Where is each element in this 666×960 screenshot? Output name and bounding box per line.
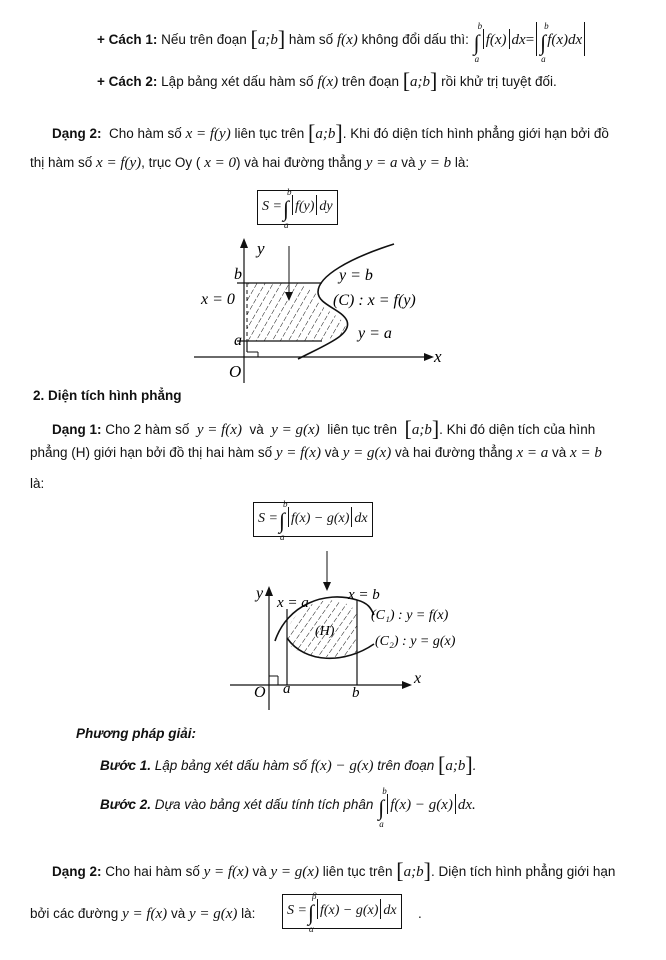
graph1-y-label: y (257, 239, 265, 258)
dang1-formula-lhs: S = (258, 511, 278, 526)
dang1-label: Dạng 1: (52, 422, 102, 437)
dang1-xb: x = b (570, 445, 602, 461)
step2-label: Bước 2. (100, 797, 151, 812)
step1-text: Lập bảng xét dấu hàm số (154, 758, 308, 773)
graph1-x0-label: x = 0 (201, 291, 235, 308)
graph1-a-tick: a (234, 332, 242, 349)
dang2x-formula-integrand: f(x) − g(x) (319, 903, 379, 918)
graph2-xb-label: x = b (348, 587, 380, 603)
dang2x-text-c: . Diện tích hình phẳng giới hạn (430, 864, 616, 879)
dang1-f: y = f(x) (196, 422, 242, 438)
dang2x-g: y = g(x) (270, 864, 319, 880)
method-title: Phương pháp giải: (76, 726, 196, 741)
dang1-and: và (249, 422, 264, 437)
cach1-dx: dx (511, 32, 526, 48)
dang2x-line2 (30, 906, 255, 923)
dang2x-f2: y = f(x) (122, 906, 168, 922)
cach1-fx: f(x) (336, 32, 358, 48)
cach2-text-b: trên đoạn (341, 74, 399, 89)
dang1-interval: a;b (411, 422, 432, 438)
cach1-eq: = (525, 32, 535, 48)
dang2x-line2-b: là: (241, 906, 256, 921)
dang2y-line2-d: và (401, 155, 416, 170)
dang2y-text-a: Cho hàm số (109, 126, 182, 141)
graph1-origin: O (229, 362, 242, 381)
dang1-line2-and2: và (552, 445, 567, 460)
cach1-text-a: Nếu trên đoạn (161, 32, 247, 47)
dang2y-formula-integrand: f(y) (294, 199, 315, 214)
dang2y-axis-eq: x = 0 (204, 155, 236, 171)
dang2y-line1: Dạng 2: Cho hàm số x = f(y) liên tục trên [a;b]. Khi đó diện tích hình phẳng giới hạn bởi đồ (52, 120, 609, 145)
step1-label: Bước 1. (100, 758, 151, 773)
dang2x-formula-lhs: S = (287, 903, 307, 918)
dang1-formula-d: dx (354, 511, 368, 526)
graph2-region-label: (H) (315, 624, 335, 639)
dang2y-text-c: . Khi đó diện tích hình phẳng giới hạn bởi đồ (342, 126, 609, 141)
cach1-integral-lhs: ∫ b a (473, 21, 483, 64)
dang2y-line2-c: ) và hai đường thẳng (235, 155, 362, 170)
cach1-text-b: hàm số (288, 32, 334, 47)
step1-text2: trên đoạn (377, 758, 435, 773)
dang1-g: y = g(x) (271, 422, 320, 438)
dang1-text-c: . Khi đó diện tích của hình (439, 422, 596, 437)
step2-integrand: f(x) − g(x) (390, 797, 453, 813)
dang1-f2: y = f(x) (275, 445, 321, 461)
cach2-interval: a;b (410, 74, 431, 90)
cach2-text-a: Lập bảng xét dấu hàm số (161, 74, 314, 89)
dang2y-line2-b: , trục Oy ( (141, 155, 201, 170)
dang1-formula-box: S =∫ b a f(x) − g(x) dx (253, 502, 373, 537)
dang2x-label: Dạng 2: (52, 864, 102, 879)
dang2y-line2-a: thị hàm số (30, 155, 93, 170)
dang1-line2-a: phẳng (H) giới hạn bởi đồ thị hai hàm số (30, 445, 273, 460)
dang1-g2: y = g(x) (342, 445, 392, 461)
dang2x-line2-and: và (170, 906, 186, 921)
dang2x-end: . (418, 906, 422, 921)
cach1-label: + Cách 1: (97, 32, 158, 47)
dang1-xa: x = a (516, 445, 549, 461)
dang2y-formula-lhs: S = (262, 199, 282, 214)
dang2x-line2-a: bởi các đường (30, 906, 119, 921)
dang1-line2-and: và (324, 445, 339, 460)
graph1-b-tick: b (234, 266, 242, 283)
dang1-line1: Dạng 1: Cho 2 hàm số y = f(x) và y = g(x) liên tục trên [a;b]. Khi đó diện tích của hình (52, 416, 596, 441)
graph2-c1-label: (C₁) : y = f(x) (371, 608, 449, 623)
cach1-lhs-integrand: f(x) (485, 32, 507, 48)
dang1-text-a: Cho 2 hàm số (105, 422, 190, 437)
graph2-c2-label: (C₂) : y = g(x) (375, 634, 456, 649)
dang2x-g2: y = g(x) (188, 906, 238, 922)
graph1-yb-label: y = b (339, 267, 373, 284)
cach1-line: + Cách 1: Nếu trên đoạn [a;b] hàm số f(x) không đổi dấu thì: ∫ b a f(x) dx= ∫ b a f(x)dx (97, 22, 587, 56)
step1-expr: f(x) − g(x) (310, 758, 374, 774)
dang2y-formula-d: dy (319, 199, 333, 214)
cach2-line: + Cách 2: Lập bảng xét dấu hàm số f(x) trên đoạn [a;b] rồi khử trị tuyệt đối. (97, 68, 557, 93)
dang2y-formula-box: S =∫ b a f(y) dy (257, 190, 338, 225)
step2-d: dx. (457, 797, 476, 813)
cach1-text-c: không đổi dấu thì: (361, 32, 469, 47)
graph2-y-label: y (256, 585, 264, 602)
step1-interval: a;b (445, 758, 466, 774)
dang1-formula-integrand: f(x) − g(x) (290, 511, 350, 526)
dang2y-func2: x = f(y) (96, 155, 142, 171)
method-step1: Bước 1. Lập bảng xét dấu hàm số f(x) − g(x) trên đoạn [a;b]. (100, 752, 477, 777)
dang2y-interval: a;b (315, 126, 336, 142)
graph1-ya-label: y = a (358, 325, 392, 342)
dang2x-line1: Dạng 2: Cho hai hàm số y = f(x) và y = g(x) liên tục trên [a;b]. Diện tích hình phẳng giới hạn (52, 858, 616, 883)
dang2y-line2-e: là: (454, 155, 470, 170)
method-step2: Bước 2. Dựa vào bảng xét dấu tính tích phân ∫ b a f(x) − g(x) dx. (100, 786, 476, 829)
step2-text: Dựa vào bảng xét dấu tính tích phân (154, 797, 374, 812)
dang1-line3: là: (30, 476, 45, 491)
dang2x-text-a: Cho hai hàm số (105, 864, 200, 879)
cach2-fx: f(x) (317, 74, 339, 90)
dang2x-text-b: liên tục trên (322, 864, 393, 879)
dang2y-ya: y = a (365, 155, 398, 171)
graph1-curve-label: (C) : x = f(y) (333, 292, 416, 309)
dang2y-yb: y = b (419, 155, 452, 171)
dang2y-func: x = f(y) (185, 126, 231, 142)
cach2-text-c: rồi khử trị tuyệt đối. (441, 74, 557, 89)
graph2-origin: O (254, 684, 266, 701)
dang2x-and: và (252, 864, 267, 879)
graph2-xa-label: x = a (277, 595, 309, 611)
dang2x-formula-box: S =∫ β α f(x) − g(x) dx (282, 894, 402, 929)
cach1-rhs-integrand: f(x)dx (547, 32, 583, 48)
graph1-x-label: x (434, 347, 442, 366)
cach2-label: + Cách 2: (97, 74, 158, 89)
graph2-b-tick: b (352, 685, 360, 701)
section2-title: 2. Diện tích hình phẳng (33, 388, 182, 403)
dang2y-label: Dạng 2: (52, 126, 102, 141)
dang2x-formula-d: dx (383, 903, 397, 918)
dang1-line2 (30, 445, 602, 462)
graph2-x-label: x (414, 670, 422, 687)
graph2-a-tick: a (283, 681, 291, 697)
cach1-interval: a;b (257, 32, 278, 48)
dang2x-interval: a;b (403, 864, 424, 880)
cach1-integral-rhs: ∫ b a (540, 21, 549, 64)
dang1-text-b: liên tục trên (327, 422, 397, 437)
dang1-line2-b: và hai đường thẳng (394, 445, 513, 460)
dang2y-text-b: liên tục trên (234, 126, 305, 141)
dang2x-f: y = f(x) (203, 864, 249, 880)
